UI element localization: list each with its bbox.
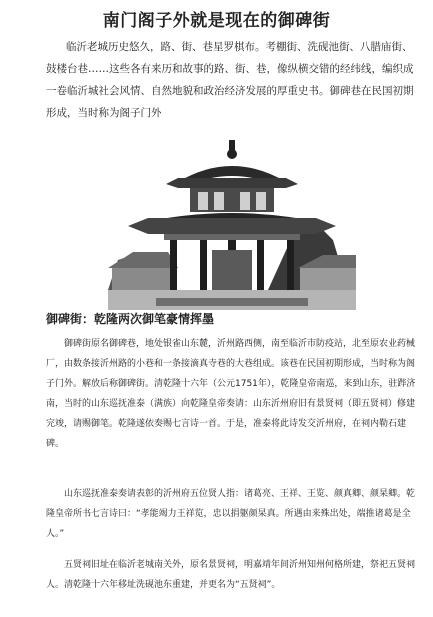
body-paragraph-1: 御碑街原名御碑巷，地处银雀山东麓，沂州路西侧，南至临沂市防疫站，北至原农业药械厂，由数条接沂州路的小巷和一条接滴真寺巷的大巷组成。该巷在民国初期形成，当时称为阁子门外。解放后称御碑街。清乾隆十六年（公元1751年），乾隆皇帝南巡，来到山东，驻跸济南，当时的山东巡抚准泰（满族）向乾隆皇帝奏请：山东沂州府旧有景贤祠（即五贤祠）修建完竣，请赐御笔。乾隆遂依奏赐七言诗一首。于是，准泰将此诗发交沂州府，在祠内勒石建碑。 — [46, 339, 416, 449]
body-paragraph-3: 五贤祠旧址在临沂老城南关外，原名景贤祠，明嘉靖年间沂州知州何格所建，祭祀五贤祠人。清乾隆十六年移址洗砚池东重建，并更名为“五贤祠”。 — [46, 560, 416, 590]
body-paragraph-2: 山东巡抚准泰奏请表彰的沂州府五位贤人指：诸葛亮、王祥、王览、颜真卿、颜杲卿。乾隆皇帝所书七言诗曰：“孝能竭力王祥览，忠以捐躯颜杲真。所遇由来殊出处，端推诸葛是全人。” — [46, 489, 416, 539]
intro-paragraph: 临沂老城历史悠久，路、街、巷星罗棋布。考棚街、洗砚池街、八腊庙街、鼓楼台巷……这些各有来历和故事的路、街、巷，像纵横交错的经纬线，编织成一卷临沂城社会风情、自然地貌和政治经济发展的厚重史书。御碑巷在民国初期形成，当时称为阁子门外 — [46, 41, 414, 119]
section-heading: 御碑街：乾隆两次御笔豪情挥墨 — [46, 312, 215, 326]
page-title: 南门阁子外就是现在的御碑街 — [102, 11, 331, 31]
pavilion-icon — [108, 140, 356, 310]
pavilion-photo — [108, 140, 356, 310]
